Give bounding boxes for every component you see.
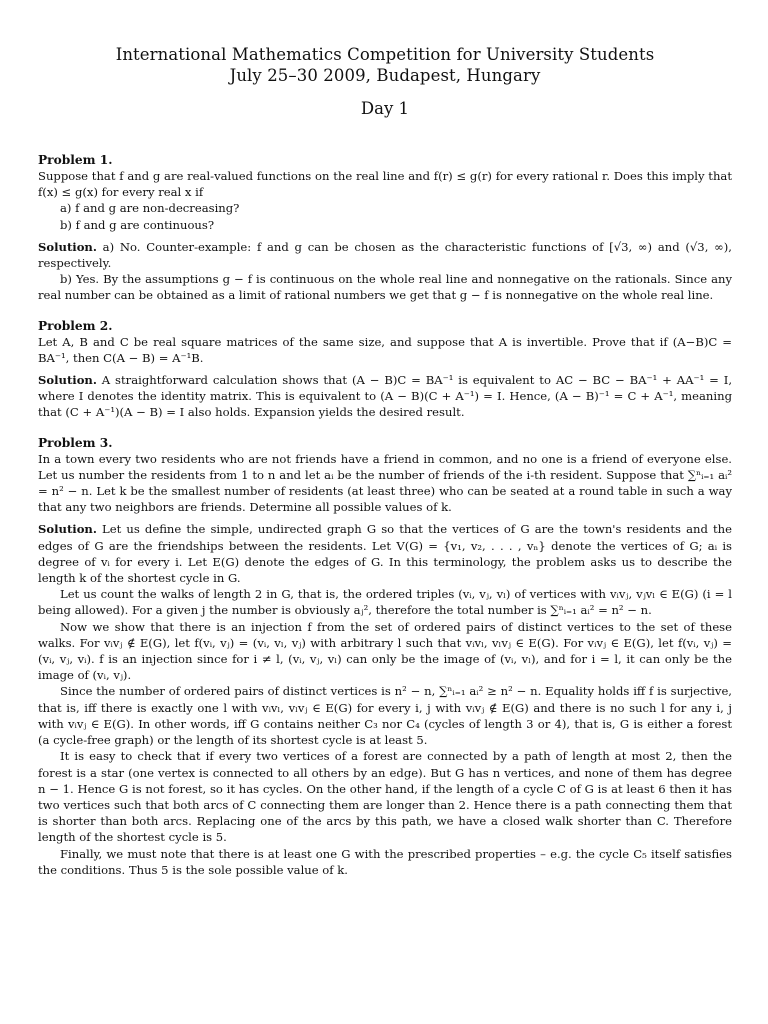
problem-2-heading: Problem 2. [38,318,113,333]
solution-label: Solution. [38,373,97,388]
problem-2-statement: Let A, B and C be real square matrices of the same size, and suppose that A is invertible. Prove that if (A−B)C = BA⁻¹, then C(A − B) = A⁻¹B. [38,334,732,365]
problem-1 [38,152,732,304]
problem-3-solution-forest: It is easy to check that if every two vertices of a forest are connected by a path of length at most 2, then the forest is a star (one vertex is connected to all others by an edge). But G has n vertices, and none of them has degree n − 1. Hence G is not forest, so it has cycles. On the other hand, if the length of a cycle C of G is at least 6 then it has two vertices such that both arcs of C connecting them are longer than 2. Hence there is a path connecting them that is shorter than both arcs. Replacing one of the arcs by this path, we have a closed walk shorter than C. Therefore length of the shortest cycle is 5. [38,749,732,845]
solution-text: Let us define the simple, undirected graph G so that the vertices of G are the town's residents and the edges of G are the friendships between the residents. Let V(G) = {v₁, v₂, . . . , vₙ} denote the vertices of G; aᵢ is degree of vᵢ for every i. Let E(G) denote the edges of G. In this terminology, the problem asks us to describe the length k of the shortest cycle in G. [38,522,732,586]
problem-3-solution-walks: Let us count the walks of length 2 in G, that is, the ordered triples (vᵢ, vⱼ, vₗ) of vertices with vᵢvⱼ, vⱼvₗ ∈ E(G) (i = l being allowed). For a given j the number is obviously aⱼ², therefore the total number is ∑ⁿᵢ₌₁ aᵢ² = n² − n. [38,587,732,618]
day-label: Day 1 [360,99,410,118]
problem-1-part-b: b) f and g are continuous? [60,217,215,232]
competition-title: International Mathematics Competition for University Students [115,45,655,64]
problem-3 [38,435,732,878]
problem-3-solution-intro [38,521,732,586]
document-header [38,44,732,118]
problem-3-solution-conclusion: Finally, we must note that there is at least one G with the prescribed properties – e.g. the cycle C₅ itself satisfies the conditions. Thus 5 is the sole possible value of k. [38,846,732,877]
problem-1-part-a: a) f and g are non-decreasing? [60,201,240,216]
problem-2 [38,318,732,421]
problem-3-heading: Problem 3. [38,435,113,450]
solution-text: a) No. Counter-example: f and g can be chosen as the characteristic functions of [√3, ∞) and (√3, ∞), respectively. [38,239,732,271]
solution-label: Solution. [38,522,97,537]
problem-1-heading: Problem 1. [38,153,113,167]
problem-1-statement: Suppose that f and g are real-valued functions on the real line and f(r) ≤ g(r) for every rational r. Does this imply that f(x) ≤ g(x) for every real x if [38,169,732,200]
solution-label: Solution. [38,239,97,254]
problem-3-solution-equality: Since the number of ordered pairs of distinct vertices is n² − n, ∑ⁿᵢ₌₁ aᵢ² ≥ n² − n. Equality holds iff f is surjective, that is, iff there is exactly one l with vᵢvₗ, vₗvⱼ ∈ E(G) for every i, j with vᵢvⱼ ∉ E(G) and there is no such l for any i, j with vᵢvⱼ ∈ E(G). In other words, iff G contains neither C₃ nor C₄ (cycles of length 3 or 4), that is, G is either a forest (a cycle-free graph) or the length of its shortest cycle is at least 5. [38,684,732,748]
competition-date-location: July 25–30 2009, Budapest, Hungary [229,66,541,85]
solution-text: A straightforward calculation shows that (A − B)C = BA⁻¹ is equivalent to AC − BC − BA⁻¹ + AA⁻¹ = I, where I denotes the identity matrix. This is equivalent to (A − B)(C + A⁻¹) = I. Hence, (A − B)⁻¹ = C + A⁻¹, meaning that (C + A⁻¹)(A − B) = I also holds. Expansion yields the desired result. [38,373,733,420]
problem-1-solution-a [38,239,732,271]
problem-1-solution-b: b) Yes. By the assumptions g − f is continuous on the whole real line and nonnegative on the rationals. Since any real number can be obtained as a limit of rational numbers we get that g − f is nonnegative on the whole real line. [38,272,732,303]
problem-2-solution [38,372,732,421]
problem-3-solution-injection: Now we show that there is an injection f from the set of ordered pairs of distinct vertices to the set of these walks. For vᵢvⱼ ∉ E(G), let f(vᵢ, vⱼ) = (vᵢ, vₗ, vⱼ) with arbitrary l such that vᵢvₗ, vₗvⱼ ∈ E(G). For vᵢvⱼ ∈ E(G), let f(vᵢ, vⱼ) = (vᵢ, vⱼ, vᵢ). f is an injection since for i ≠ l, (vᵢ, vⱼ, vₗ) can only be the image of (vᵢ, vₗ), and for i = l, it can only be the image of (vᵢ, vⱼ). [38,619,732,683]
problem-3-statement: In a town every two residents who are not friends have a friend in common, and no one is a friend of everyone else. Let us number the residents from 1 to n and let aᵢ be the number of friends of the i-th resident. Suppose that ∑ⁿᵢ₌₁ aᵢ² = n² − n. Let k be the smallest number of residents (at least three) who can be seated at a round table in such a way that any two neighbors are friends. Determine all possible values of k. [38,451,732,515]
